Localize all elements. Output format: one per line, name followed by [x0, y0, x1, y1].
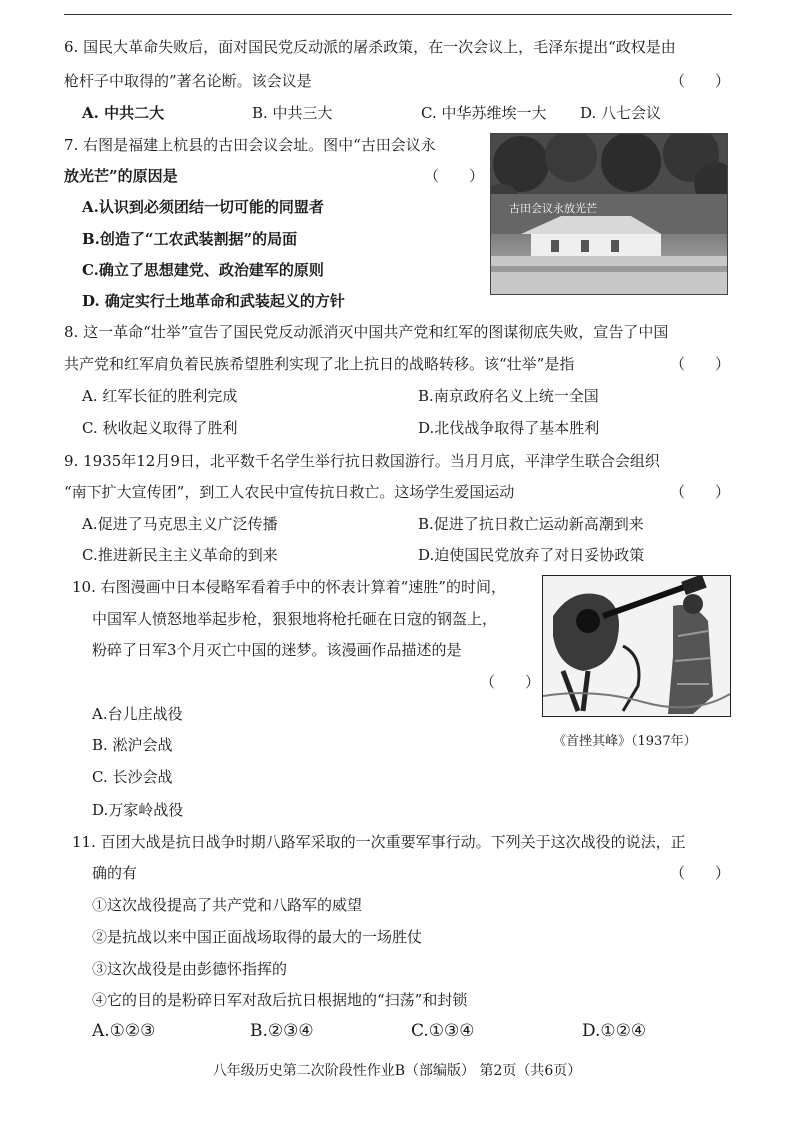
- q10-stem-line3: 粉碎了日军3个月灭亡中国的迷梦。该漫画作品描述的是: [92, 641, 462, 659]
- q9-stem-line1: 9. 1935年12月9日，北平数千名学生举行抗日救国游行。当月月底，平津学生联合会组织: [64, 452, 660, 470]
- q11-answer-paren[interactable]: （ ）: [670, 864, 731, 882]
- q10-option-a[interactable]: A.台儿庄战役: [92, 705, 183, 723]
- gutian-photo-illustration: [491, 134, 727, 294]
- header-rule: [64, 14, 732, 15]
- q11-option-c[interactable]: C.①③④: [411, 1021, 475, 1041]
- q7-stem-line1: 7. 右图是福建上杭县的古田会议会址。图中“古田会议永: [64, 136, 436, 154]
- q6-option-d[interactable]: D. 八七会议: [580, 104, 662, 122]
- q6-stem-line2: 枪杆子中取得的”著名论断。该会议是: [64, 72, 312, 90]
- q10-answer-paren[interactable]: （ ）: [480, 673, 541, 691]
- q11-statement-2: ②是抗战以来中国正面战场取得的最大的一场胜仗: [92, 928, 423, 946]
- q6-stem-line1: 6. 国民大革命失败后，面对国民党反动派的屠杀政策，在一次会议上，毛泽东提出“政权是由: [64, 38, 676, 56]
- q7-stem-line2: 放光芒”的原因是: [64, 167, 178, 185]
- q11-statement-4: ④它的目的是粉碎日军对敌后抗日根据地的“扫荡”和封锁: [92, 991, 468, 1009]
- q11-option-d[interactable]: D.①②④: [582, 1021, 647, 1041]
- q7-option-a[interactable]: A.认识到必须团结一切可能的同盟者: [82, 198, 324, 216]
- q7-option-d[interactable]: D. 确定实行土地革命和武装起义的方针: [82, 292, 345, 310]
- q8-option-d[interactable]: D.北伐战争取得了基本胜利: [418, 419, 600, 437]
- q6-option-b[interactable]: B. 中共三大: [252, 104, 333, 122]
- cartoon-caption: 《首挫其峰》（1937年）: [553, 734, 697, 749]
- q10-stem-line1: 10. 右图漫画中日本侵略军看着手中的怀表计算着“速胜”的时间，: [72, 578, 506, 596]
- q9-stem-line2: “南下扩大宣传团”，到工人农民中宣传抗日救亡。这场学生爱国运动: [64, 483, 515, 501]
- q7-option-c[interactable]: C.确立了思想建党、政治建军的原则: [82, 261, 324, 279]
- q8-answer-paren[interactable]: （ ）: [670, 355, 731, 373]
- q9-answer-paren[interactable]: （ ）: [670, 483, 731, 501]
- q9-option-a[interactable]: A.促进了马克思主义广泛传播: [82, 515, 278, 533]
- q6-option-a[interactable]: A. 中共二大: [82, 104, 165, 122]
- q9-option-b[interactable]: B.促进了抗日救亡运动新高潮到来: [418, 515, 644, 533]
- q10-stem-line2: 中国军人愤怒地举起步枪，狠狠地将枪托砸在日寇的钢盔上，: [92, 610, 498, 628]
- q11-option-b[interactable]: B.②③④: [250, 1021, 314, 1041]
- q11-option-a[interactable]: A.①②③: [92, 1021, 156, 1041]
- q10-option-c[interactable]: C. 长沙会战: [92, 768, 173, 786]
- q8-option-c[interactable]: C. 秋收起义取得了胜利: [82, 419, 238, 437]
- q10-option-d[interactable]: D.万家岭战役: [92, 801, 184, 819]
- q6-option-c[interactable]: C. 中华苏维埃一大: [421, 104, 547, 122]
- q7-option-b[interactable]: B.创造了“工农武装割据”的局面: [82, 230, 298, 248]
- q9-option-d[interactable]: D.迫使国民党放弃了对日妥协政策: [418, 546, 645, 564]
- q11-stem-line1: 11. 百团大战是抗日战争时期八路军采取的一次重要军事行动。下列关于这次战役的说法，正: [72, 833, 686, 851]
- q8-option-a[interactable]: A. 红军长征的胜利完成: [82, 387, 238, 405]
- cartoon-illustration: [543, 576, 730, 716]
- q6-answer-paren[interactable]: （ ）: [670, 72, 731, 90]
- q10-option-b[interactable]: B. 淞沪会战: [92, 736, 173, 754]
- q9-option-c[interactable]: C.推进新民主主义革命的到来: [82, 546, 278, 564]
- q8-option-b[interactable]: B.南京政府名义上统一全国: [418, 387, 599, 405]
- q7-answer-paren[interactable]: （ ）: [424, 167, 485, 185]
- q8-stem-line2: 共产党和红军肩负着民族希望胜利实现了北上抗日的战略转移。该“壮举”是指: [64, 355, 575, 373]
- war-cartoon-image: [542, 575, 731, 717]
- q11-stem-line2: 确的有: [92, 864, 138, 882]
- gutian-meeting-site-photo: [490, 133, 728, 295]
- page-footer: 八年级历史第二次阶段性作业B（部编版） 第2页（共6页）: [212, 1063, 582, 1079]
- q11-statement-3: ③这次战役是由彭德怀指挥的: [92, 960, 288, 978]
- photo-slogan-text: 古田会议永放光芒: [509, 202, 597, 215]
- q11-statement-1: ①这次战役提高了共产党和八路军的威望: [92, 896, 363, 914]
- q8-stem-line1: 8. 这一革命“壮举”宣告了国民党反动派消灭中国共产党和红军的图谋彻底失败，宣告了中国: [64, 323, 669, 341]
